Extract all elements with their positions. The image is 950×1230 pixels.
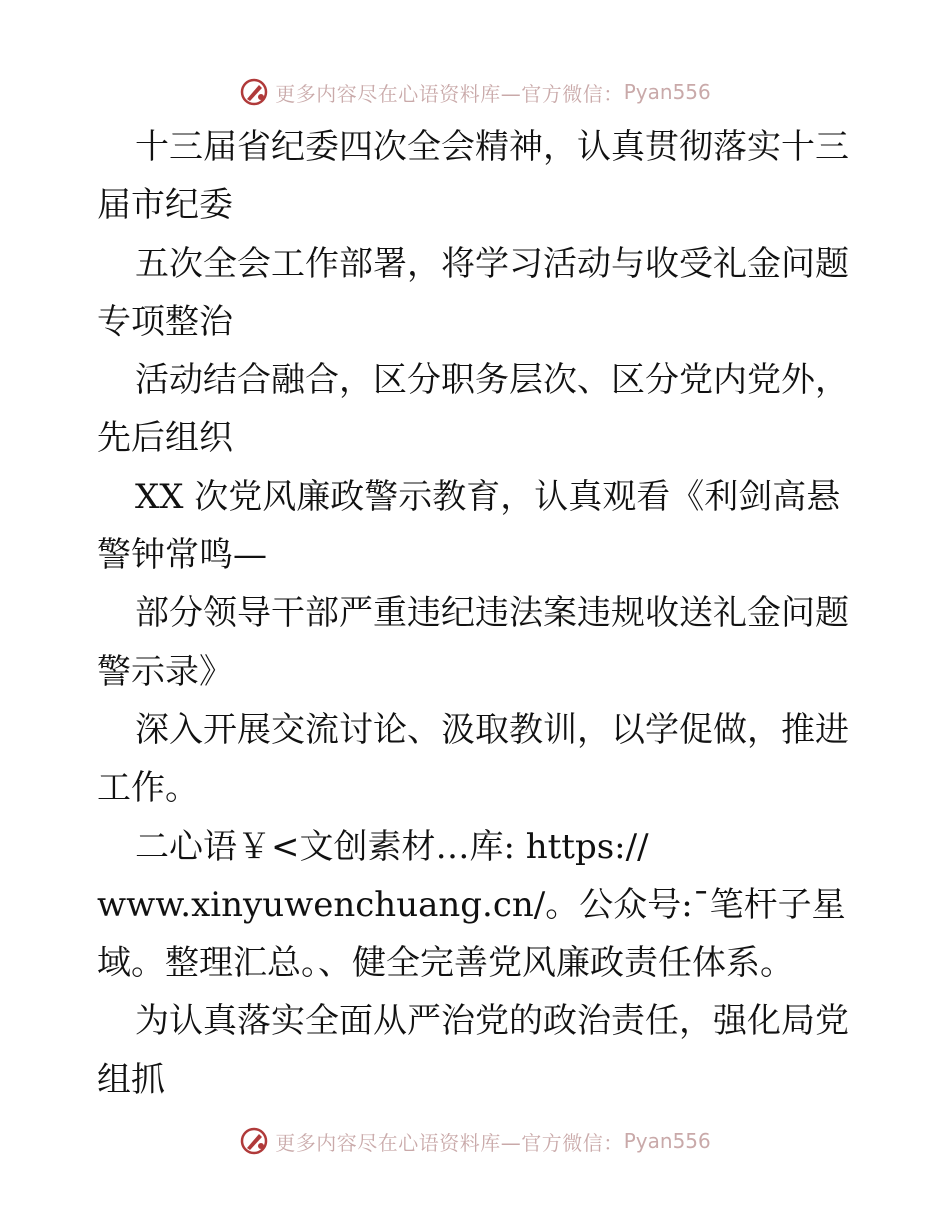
footer-watermark-id: Pyan556 [623, 1129, 711, 1153]
text-line: 为认真落实全面从严治党的政治责任，强化局党 [135, 1001, 849, 1042]
header-watermark [0, 72, 950, 112]
footer-watermark [0, 1121, 950, 1161]
quill-seal-icon [239, 1126, 269, 1156]
text-line: 警示录》 [97, 651, 233, 692]
text-line: 先后组织 [97, 418, 233, 459]
text-line: 警钟常鸣— [97, 535, 267, 576]
text-line: 专项整治 [97, 301, 233, 342]
text-line: 五次全会工作部署，将学习活动与收受礼金问题 [135, 243, 849, 284]
text-line: 深入开展交流讨论、汲取教训，以学促做，推进 [135, 709, 849, 750]
header-watermark-id: Pyan556 [623, 80, 711, 104]
text-line: 二心语￥<文创素材…库: https:// [135, 826, 649, 867]
text-line: 工作。 [97, 768, 199, 809]
header-watermark-text: 更多内容尽在心语资料库—官方微信： [275, 81, 624, 106]
text-line: www.xinyuwenchuang.cn/。公众号:¯笔杆子星 [97, 884, 846, 925]
text-line: 域。整理汇总。、健全完善党风廉政责任体系。 [97, 943, 794, 984]
document-body [97, 118, 857, 1109]
quill-seal-icon [239, 77, 269, 107]
text-line: 部分领导干部严重违纪违法案违规收送礼金问题 [135, 593, 849, 634]
text-line: 活动结合融合，区分职务层次、区分党内党外， [135, 360, 849, 401]
text-line: XX 次党风廉政警示教育，认真观看《利剑高悬 [135, 476, 841, 517]
text-line: 组抓 [97, 1059, 165, 1100]
text-line: 十三届省纪委四次全会精神，认真贯彻落实十三 [135, 127, 849, 167]
text-line: 届市纪委 [97, 185, 233, 226]
footer-watermark-text: 更多内容尽在心语资料库—官方微信： [275, 1130, 624, 1155]
